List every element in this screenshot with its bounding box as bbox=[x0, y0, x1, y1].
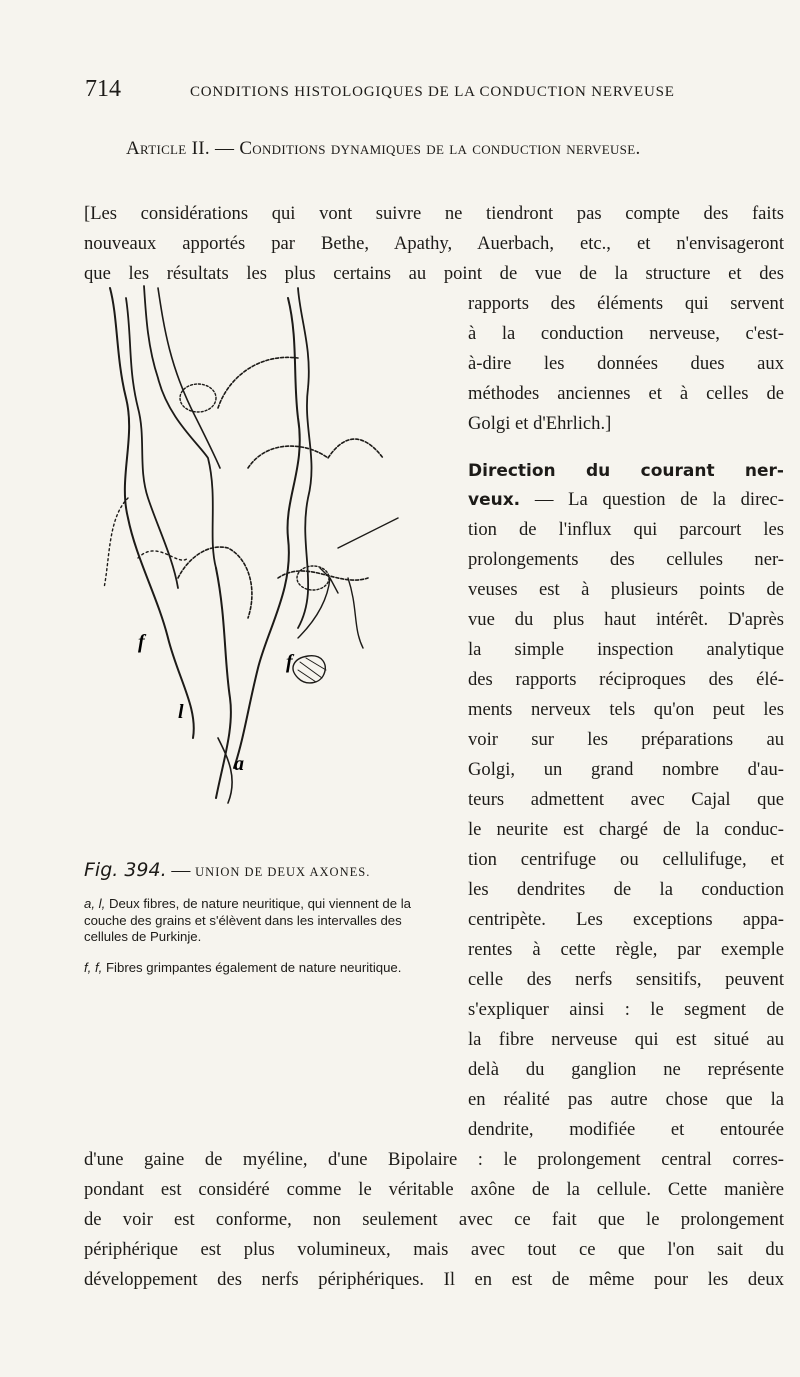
intro-line: [Les considérations qui vont suivre ne tiendront pas compte des faits bbox=[84, 203, 784, 224]
closing-line: de voir est conforme, non seulement avec ce fait que le prolongement bbox=[84, 1209, 784, 1230]
column-line: les dendrites de la conduction bbox=[468, 879, 784, 900]
column-line: delà du ganglion ne représente bbox=[468, 1059, 784, 1080]
column-line: rentes à cette règle, par exemple bbox=[468, 939, 784, 960]
column-line: à la conduction nerveuse, c'est- bbox=[468, 323, 784, 344]
column-line-neurite bbox=[468, 817, 784, 843]
caption-title: UNION DE DEUX AXONES. bbox=[195, 865, 371, 879]
section-heading: Direction du courant ner- bbox=[468, 461, 784, 481]
column-line: en réalité pas autre chose que la bbox=[468, 1089, 784, 1110]
closing-line: périphérique est plus volumineux, mais avec tout ce que l'on sait du bbox=[84, 1239, 784, 1260]
column-line: Golgi, un grand nombre d'au- bbox=[468, 759, 784, 780]
column-line: ments nerveux tels qu'on peut les bbox=[468, 699, 784, 720]
section-heading-end: veux. bbox=[468, 490, 521, 510]
column-line: des rapports réciproques des élé- bbox=[468, 669, 784, 690]
legend-keys: a, l, bbox=[84, 896, 106, 911]
column-line: prolongements des cellules ner- bbox=[468, 549, 784, 570]
intro-line: nouveaux apportés par Bethe, Apathy, Auerbach, etc., et n'envisageront bbox=[84, 233, 784, 254]
article-label: Article II. bbox=[126, 138, 210, 159]
section-lead: — La question de la direc- bbox=[534, 489, 784, 510]
column-line: la fibre nerveuse qui est situé au bbox=[468, 1029, 784, 1050]
column-line: la simple inspection analytique bbox=[468, 639, 784, 660]
section-heading-line2 bbox=[468, 487, 784, 513]
column-line: vue du plus haut intérêt. D'après bbox=[468, 609, 784, 630]
legend-text: Deux fibres, de nature neuritique, qui viennent de la couche des grains et s'élèvent dans les intervalles des cellules de Purkinje. bbox=[84, 896, 411, 944]
figure-label-f-center: f bbox=[286, 651, 293, 673]
column-line: tion de l'influx qui parcourt les bbox=[468, 519, 784, 540]
column-line: le neurite est chargé de la conduc- bbox=[468, 819, 784, 840]
article-dash: — bbox=[214, 138, 235, 159]
figure-label-a: a bbox=[234, 753, 244, 775]
column-line: celle des nerfs sensitifs, peuvent bbox=[468, 969, 784, 990]
figure-legend-item bbox=[84, 896, 434, 946]
closing-line: pondant est considéré comme le véritable axône de la cellule. Cette manière bbox=[84, 1179, 784, 1200]
page-number: 714 bbox=[85, 76, 121, 102]
column-line: tion centrifuge ou cellulifuge, et bbox=[468, 849, 784, 870]
figure-label-f-left: f bbox=[138, 631, 145, 653]
closing-line: développement des nerfs périphériques. Il en est de même pour les deux bbox=[84, 1269, 784, 1290]
closing-line: d'une gaine de myéline, d'une Bipolaire : le prolongement central corres- bbox=[84, 1149, 784, 1170]
column-line: voir sur les préparations au bbox=[468, 729, 784, 750]
figure-caption-title bbox=[84, 859, 370, 882]
column-line: rapports des éléments qui servent bbox=[468, 293, 784, 314]
running-head: CONDITIONS HISTOLOGIQUES DE LA CONDUCTION NERVEUSE bbox=[190, 84, 675, 100]
column-line: veuses est à plusieurs points de bbox=[468, 579, 784, 600]
figure-number: Fig. 394. bbox=[84, 859, 167, 881]
article-title: Conditions dynamiques de la conduction nerveuse. bbox=[239, 138, 641, 159]
column-line: Golgi et d'Ehrlich.] bbox=[468, 413, 612, 434]
column-line: s'expliquer ainsi : le segment de bbox=[468, 999, 784, 1020]
column-line: à-dire les données dues aux bbox=[468, 353, 784, 374]
caption-dash: — bbox=[171, 860, 191, 881]
column-line: centripète. Les exceptions appa- bbox=[468, 909, 784, 930]
column-line: teurs admettent avec Cajal que bbox=[468, 789, 784, 810]
figure-394-illustration bbox=[98, 258, 414, 818]
legend-text: Fibres grimpantes également de nature neuritique. bbox=[106, 960, 402, 975]
column-line: dendrite, modifiée et entourée bbox=[468, 1119, 784, 1140]
figure-legend-item bbox=[84, 960, 434, 977]
intro-line: que les résultats les plus certains au point de vue de la structure et des bbox=[84, 263, 784, 284]
figure-label-l: l bbox=[178, 701, 184, 723]
legend-keys: f, f, bbox=[84, 960, 103, 975]
article-heading bbox=[126, 138, 641, 160]
column-line: méthodes anciennes et à celles de bbox=[468, 383, 784, 404]
